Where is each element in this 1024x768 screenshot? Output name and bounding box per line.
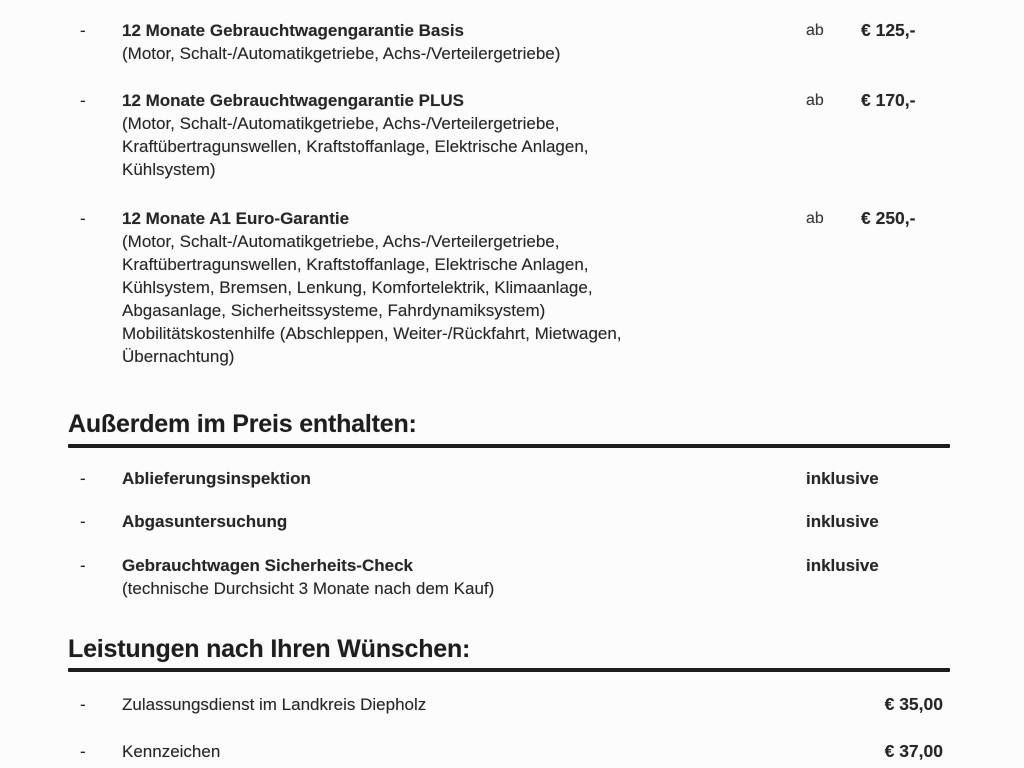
warranty-item-title: 12 Monate Gebrauchtwagengarantie PLUS — [122, 91, 464, 110]
warranty-item-detail-line: Kühlsystem, Bremsen, Lenkung, Komfortelektrik, Klimaanlage, — [122, 278, 593, 297]
warranty-item-title: 12 Monate A1 Euro-Garantie — [122, 209, 350, 228]
included-item-title: Abgasuntersuchung — [122, 512, 288, 531]
bullet-dash: - — [80, 742, 86, 761]
custom-item-title: Zulassungsdienst im Landkreis Diepholz — [122, 695, 427, 714]
price-value: € 125,- — [861, 20, 916, 40]
custom-item-title: Kennzeichen — [122, 742, 221, 761]
bullet-dash: - — [80, 21, 86, 40]
included-item-text — [122, 467, 702, 490]
custom-item-price: € 35,00 — [884, 694, 943, 714]
included-item-title: Ablieferungsinspektion — [122, 469, 311, 488]
warranty-item-detail-line: Kraftübertragunswellen, Kraftstoffanlage, Elektrische Anlagen, — [122, 137, 589, 156]
price-value: € 170,- — [861, 90, 916, 110]
warranty-item-detail-line: Kraftübertragunswellen, Kraftstoffanlage, Elektrische Anlagen, — [122, 255, 589, 274]
bullet-dash: - — [80, 695, 86, 714]
bullet-dash: - — [80, 469, 86, 488]
price-prefix: ab — [806, 210, 824, 227]
price-prefix: ab — [806, 22, 824, 39]
included-item-value: inklusive — [806, 512, 879, 531]
included-section-heading: Außerdem im Preis enthalten: — [68, 410, 417, 438]
warranty-item-detail-line: Übernachtung) — [122, 347, 235, 366]
warranty-item-detail-line: Abgasanlage, Sicherheitssysteme, Fahrdynamiksystem) — [122, 301, 546, 320]
bullet-dash: - — [80, 91, 86, 110]
price-prefix: ab — [806, 92, 824, 109]
warranty-item-detail-line: Mobilitätskostenhilfe (Abschleppen, Weiter-/Rückfahrt, Mietwagen, — [122, 324, 622, 343]
price-value: € 250,- — [861, 208, 916, 228]
warranty-item-detail-line: Kühlsystem) — [122, 160, 216, 179]
custom-item-text — [122, 740, 702, 763]
included-item-value: inklusive — [806, 556, 879, 575]
warranty-item-detail-line: (Motor, Schalt-/Automatikgetriebe, Achs-/Verteilergetriebe, — [122, 114, 560, 133]
warranty-item-text — [122, 207, 702, 368]
bullet-dash: - — [80, 556, 86, 575]
custom-item-text — [122, 693, 702, 716]
custom-section-heading: Leistungen nach Ihren Wünschen: — [68, 635, 471, 663]
included-item-text — [122, 510, 702, 533]
custom-section-rule — [68, 668, 950, 672]
warranty-item-detail-line: (Motor, Schalt-/Automatikgetriebe, Achs-/Verteilergetriebe, — [122, 232, 560, 251]
warranty-item-text — [122, 89, 702, 181]
included-item-detail: (technische Durchsicht 3 Monate nach dem Kauf) — [122, 579, 495, 598]
warranty-item-text — [122, 19, 702, 65]
bullet-dash: - — [80, 512, 86, 531]
warranty-item-detail-line: (Motor, Schalt-/Automatikgetriebe, Achs-/Verteilergetriebe) — [122, 44, 561, 63]
included-item-text — [122, 554, 702, 600]
included-section-rule — [68, 444, 950, 448]
warranty-item-title: 12 Monate Gebrauchtwagengarantie Basis — [122, 21, 464, 40]
included-item-title: Gebrauchtwagen Sicherheits-Check — [122, 556, 413, 575]
included-item-value: inklusive — [806, 469, 879, 488]
custom-item-price: € 37,00 — [884, 741, 943, 761]
bullet-dash: - — [80, 209, 86, 228]
